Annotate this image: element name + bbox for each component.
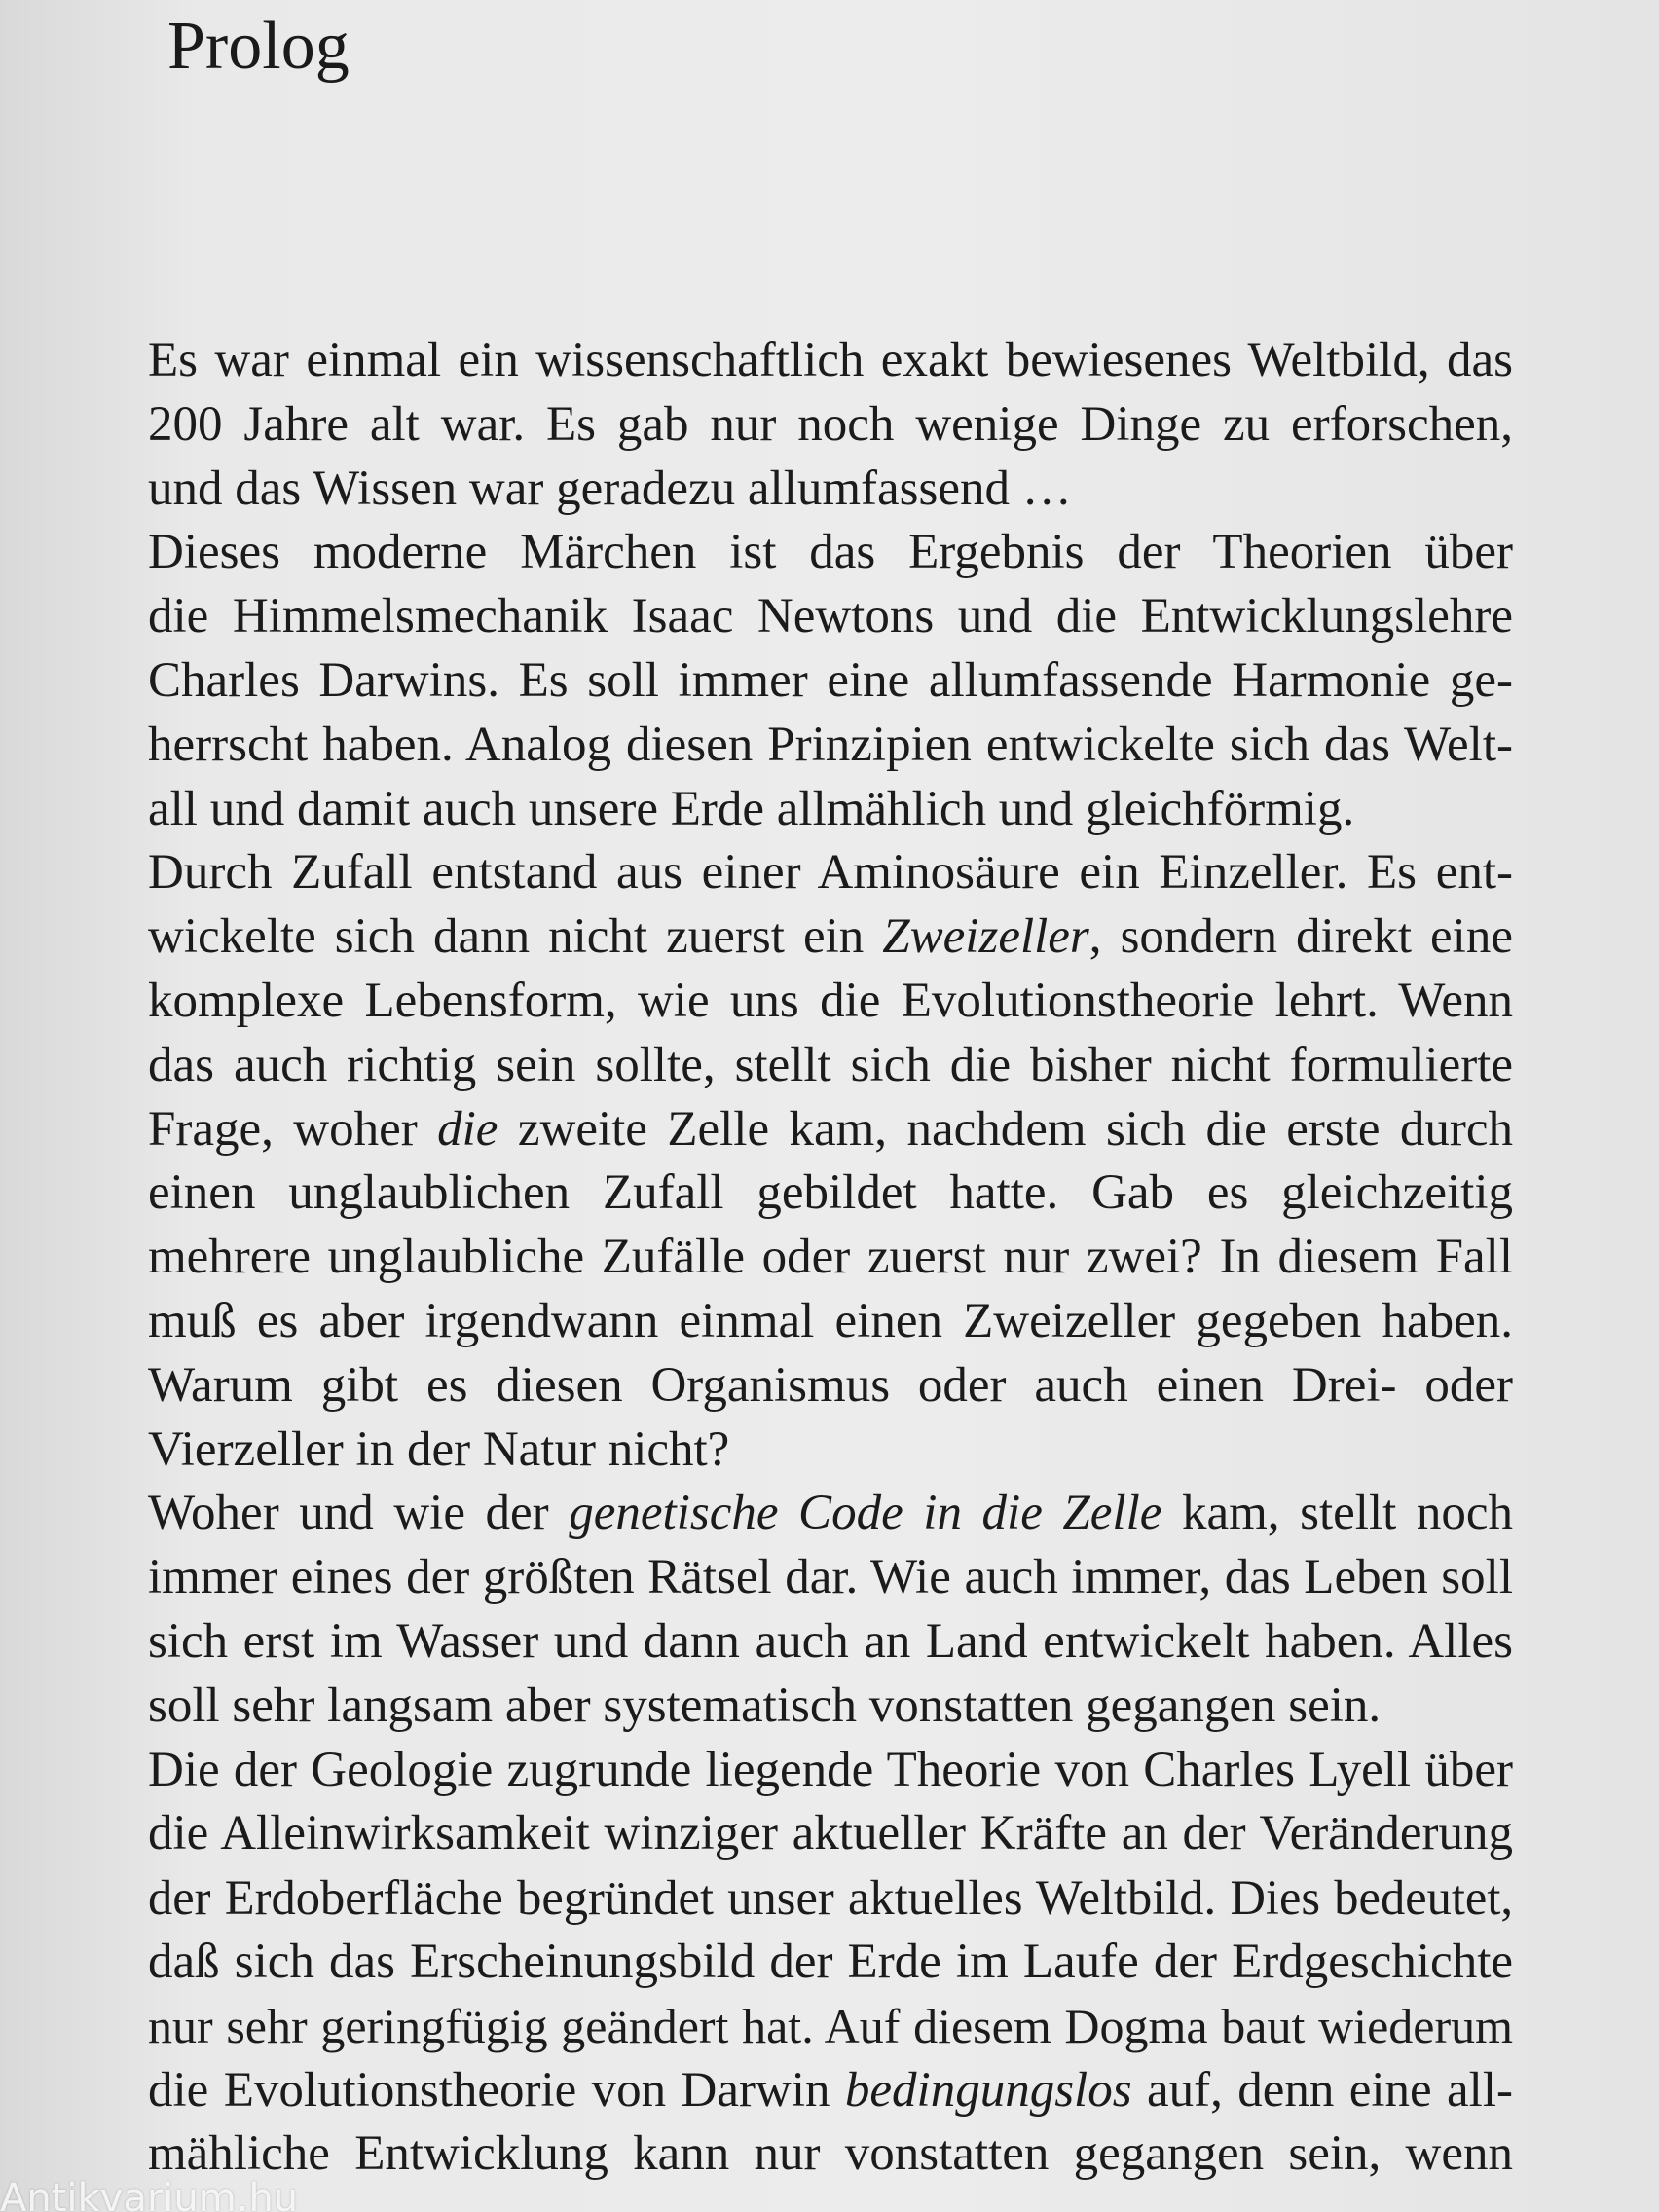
text-line [148, 1354, 1513, 1419]
text-line [148, 2122, 1513, 2187]
line-text: das auch richtig sein sollte, stellt sich die bisher nicht formulierte [148, 1037, 1513, 1092]
text-line [148, 778, 1513, 842]
line-text: Durch Zufall entstand aus einer Aminosäure ein Einzeller. Es ent- [148, 845, 1513, 901]
text-line [148, 1546, 1513, 1610]
text-line [148, 2059, 1513, 2123]
text-line [148, 329, 1513, 393]
body-text [148, 329, 1513, 2187]
line-text: all und damit auch unsere Erde allmählich und gleichförmig. [148, 781, 1355, 836]
text-line [148, 1161, 1513, 1226]
line-text: und das Wissen war geradezu allumfassend … [148, 461, 1072, 516]
line-text: soll sehr langsam aber systematisch vonstatten gegangen sein. [148, 1677, 1382, 1733]
italic-text: Zweizeller [882, 909, 1089, 965]
line-text: zweite Zelle kam, nachdem sich die erste durch [498, 1101, 1514, 1157]
line-text: Es war einmal ein wissenschaftlich exakt bewiesenes Weltbild, das [148, 333, 1513, 387]
italic-text: bedingungslos [844, 2062, 1132, 2118]
line-text: Frage, woher [148, 1101, 438, 1157]
line-text: mehrere unglaubliche Zufälle oder zuerst nur zwei? In diesem Fall [148, 1230, 1513, 1285]
line-text: die Evolutionstheorie von Darwin [148, 2062, 845, 2118]
line-text: herrscht haben. Analog diesen Prinzipien entwickelte sich das Welt- [148, 717, 1513, 772]
text-line [148, 1482, 1513, 1546]
italic-text: genetische Code in die Zelle [569, 1486, 1162, 1541]
text-line [148, 458, 1513, 522]
text-line [148, 585, 1513, 649]
line-text: mähliche Entwicklung kann nur vonstatten gegangen sein, wenn [148, 2126, 1513, 2182]
line-text: , sondern direkt eine [1088, 909, 1513, 965]
text-line [148, 841, 1513, 905]
line-text: Die der Geologie zugrunde liegende Theorie von Charles Lyell über [148, 1742, 1513, 1797]
text-line [148, 649, 1513, 714]
line-text: daß sich das Erscheinungsbild der Erde im Laufe der Erdgeschichte [148, 1934, 1513, 1989]
text-line [148, 521, 1513, 585]
line-text: kam, stellt noch [1161, 1486, 1513, 1541]
text-line [148, 1675, 1513, 1739]
text-line [148, 1866, 1513, 1931]
line-text: einen unglaublichen Zufall gebildet hatte. Gab es gleichzeitig [148, 1165, 1513, 1221]
text-line [148, 1610, 1513, 1675]
line-text: die Himmelsmechanik Isaac Newtons und die Entwicklungslehre [148, 589, 1513, 645]
text-line [148, 1995, 1513, 2059]
line-text: Vierzeller in der Natur nicht? [148, 1421, 730, 1477]
line-text: Dieses moderne Märchen ist das Ergebnis der Theorien über [148, 525, 1513, 580]
text-line [148, 1931, 1513, 1995]
text-line [148, 1098, 1513, 1162]
text-line [148, 1034, 1513, 1098]
text-line [148, 1226, 1513, 1290]
line-text: Charles Darwins. Es soll immer eine allumfassende Harmonie ge- [148, 652, 1513, 708]
line-text: sich erst im Wasser und dann auch an Land entwickelt haben. Alles [148, 1613, 1513, 1669]
text-line [148, 714, 1513, 778]
line-text: muß es aber irgendwann einmal einen Zweizeller gegeben haben. [148, 1293, 1513, 1348]
text-line [148, 970, 1513, 1034]
text-line [148, 393, 1513, 458]
text-line [148, 1739, 1513, 1803]
line-text: nur sehr geringfügig geändert hat. Auf diesem Dogma baut wiederum [148, 1998, 1513, 2053]
text-line [148, 1419, 1513, 1483]
line-text: auf, denn eine all- [1131, 2062, 1513, 2118]
line-text: Woher und wie der [148, 1486, 570, 1541]
line-text: der Erdoberfläche begründet unser aktuelles Weltbild. Dies bedeutet, [148, 1870, 1513, 1926]
line-text: 200 Jahre alt war. Es gab nur noch wenige Dinge zu erforschen, [148, 396, 1513, 452]
line-text: wickelte sich dann nicht zuerst ein [148, 909, 883, 965]
text-line [148, 1802, 1513, 1866]
italic-text: die [437, 1101, 498, 1157]
chapter-heading: Prolog [167, 9, 350, 84]
line-text: komplexe Lebensform, wie uns die Evolutionstheorie lehrt. Wenn [148, 973, 1513, 1028]
line-text: immer eines der größten Rätsel dar. Wie auch immer, das Leben soll [148, 1550, 1513, 1605]
watermark: Antikvarium.hu [0, 2176, 299, 2212]
line-text: Warum gibt es diesen Organismus oder auch einen Drei- oder [148, 1357, 1513, 1413]
line-text: die Alleinwirksamkeit winziger aktueller Kräfte an der Veränderung [148, 1806, 1513, 1862]
text-line [148, 1290, 1513, 1354]
text-line [148, 905, 1513, 970]
